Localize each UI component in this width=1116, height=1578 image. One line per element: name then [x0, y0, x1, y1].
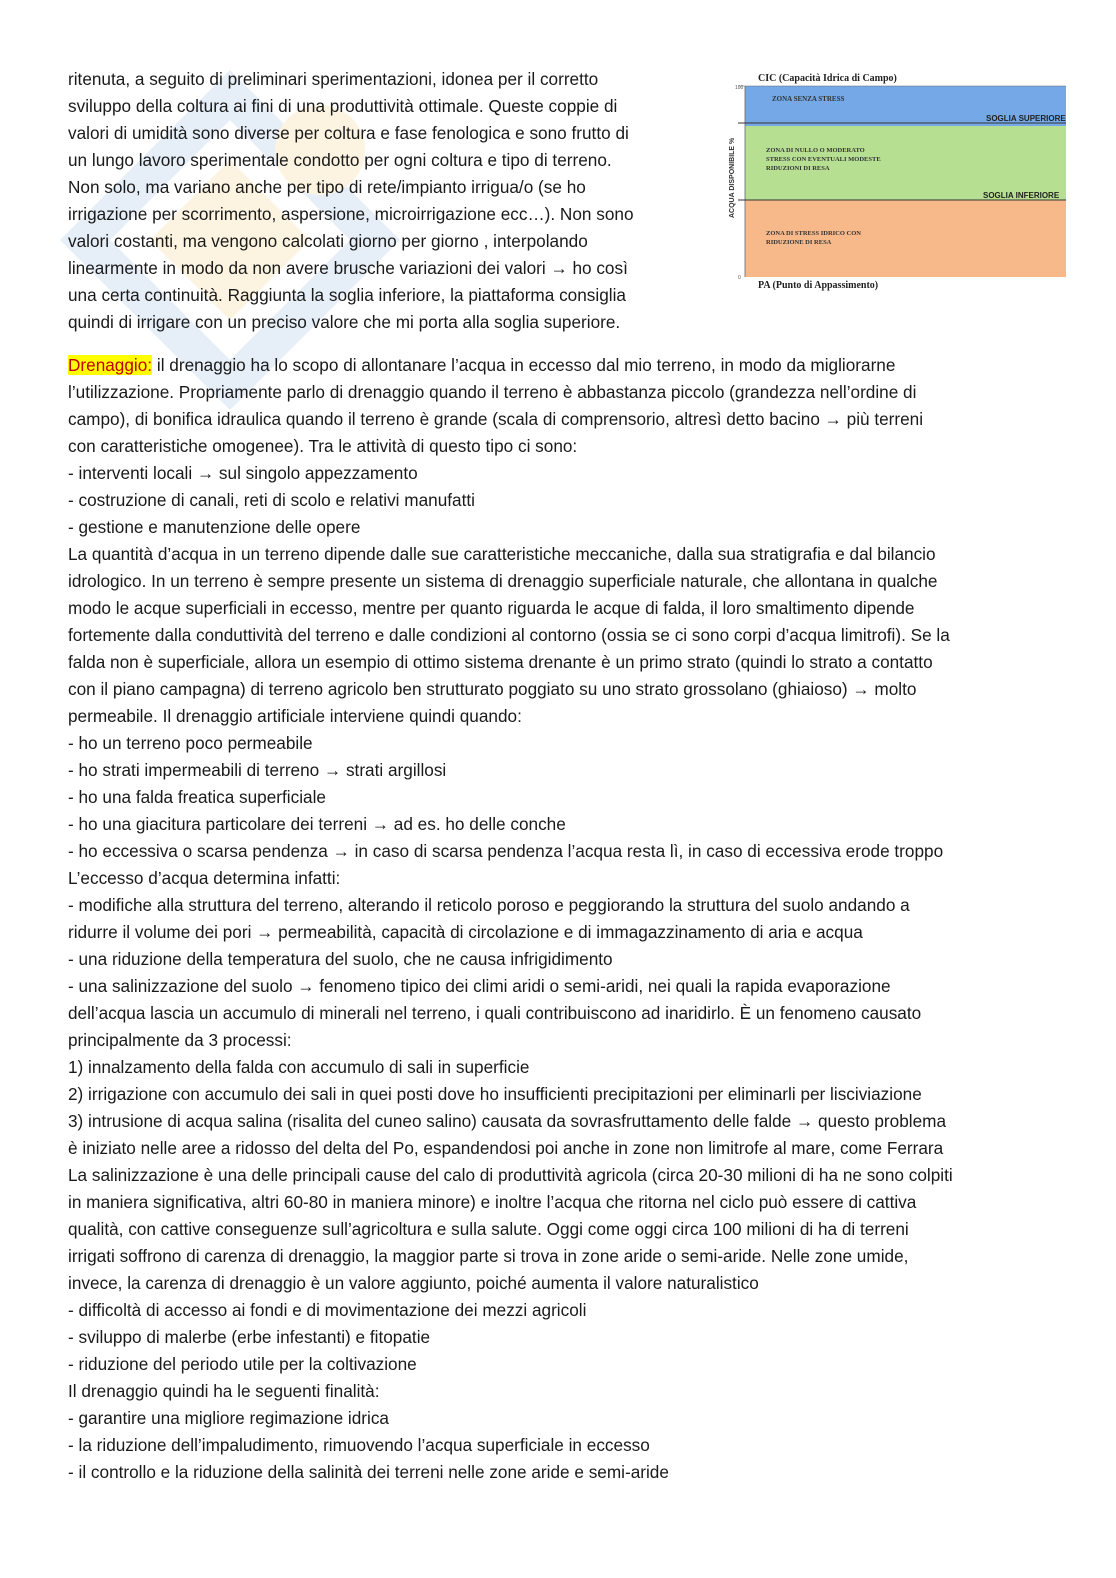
text-line: sviluppo della coltura ai fini di una produttività ottimale. Queste coppie di	[68, 96, 618, 116]
text-line: irrigazione per scorrimento, aspersione, microirrigazione ecc…). Non sono	[68, 204, 634, 224]
text-line: ridurre il volume dei pori → permeabilità, capacità di circolazione e di immagazzinamento di aria e acqua	[68, 922, 863, 942]
text-line: Il drenaggio quindi ha le seguenti finalità:	[68, 1381, 380, 1401]
list-item: - riduzione del periodo utile per la coltivazione	[68, 1354, 417, 1374]
list-item: - ho una giacitura particolare dei terreni → ad es. ho delle conche	[68, 814, 566, 834]
text-line: valori di umidità sono diverse per coltura e fase fenologica e sono frutto di	[68, 123, 629, 143]
pa-label: PA (Punto di Appassimento)	[758, 280, 879, 291]
list-item: - una riduzione della temperatura del suolo, che ne causa infrigidimento	[68, 949, 613, 969]
text-line: falda non è superficiale, allora un esempio di ottimo sistema drenante è un primo strato (quindi lo strato a contatto	[68, 652, 933, 672]
cic-label: CIC (Capacità Idrica di Campo)	[758, 73, 897, 84]
section-heading: Drenaggio:	[68, 355, 153, 375]
text-line: è iniziato nelle aree a ridosso del delta del Po, espandendosi poi anche in zone non limitrofe al mare, come Ferrara	[68, 1138, 944, 1158]
list-item: - gestione e manutenzione delle opere	[68, 517, 361, 537]
text-line: principalmente da 3 processi:	[68, 1030, 292, 1050]
text-line: quindi di irrigare con un preciso valore che mi porta alla soglia superiore.	[68, 312, 621, 332]
text-line: La salinizzazione è una delle principali cause del calo di produttività agricola (circa 20-30 milioni di ha ne sono colpiti	[68, 1165, 953, 1185]
text-line: permeabile. Il drenaggio artificiale interviene quindi quando:	[68, 706, 522, 726]
text-line: ritenuta, a seguito di preliminari sperimentazioni, idonea per il corretto	[68, 69, 599, 89]
list-item: - ho eccessiva o scarsa pendenza → in caso di scarsa pendenza l’acqua resta lì, in caso di eccessiva erode troppo	[68, 841, 944, 861]
text-line: una certa continuità. Raggiunta la soglia inferiore, la piattaforma consiglia	[68, 285, 626, 305]
zone-stress-label-line: RIDUZIONE DI RESA	[766, 239, 832, 246]
text-line: L’eccesso d’acqua determina infatti:	[68, 868, 341, 888]
list-item: - la riduzione dell’impaludimento, rimuovendo l’acqua superficiale in eccesso	[68, 1435, 650, 1455]
text-line: campo), di bonifica idraulica quando il terreno è grande (scala di comprensorio, altresì detto bacino → più terreni	[68, 409, 924, 429]
zone-moderate-label-line: STRESS CON EVENTUALI MODESTE	[766, 156, 881, 163]
list-item: - garantire una migliore regimazione idrica	[68, 1408, 389, 1428]
text-line: valori costanti, ma vengono calcolati giorno per giorno , interpolando	[68, 231, 588, 251]
lower-threshold-label: SOGLIA INFERIORE	[983, 191, 1060, 200]
water-availability-diagram	[718, 68, 1088, 298]
list-item: - il controllo e la riduzione della salinità dei terreni nelle zone aride e semi-aride	[68, 1462, 669, 1482]
list-item: - sviluppo di malerbe (erbe infestanti) e fitopatie	[68, 1327, 431, 1347]
list-item: 2) irrigazione con accumulo dei sali in quei posti dove ho insufficienti precipitazioni per eliminarli per lisciviazione	[68, 1084, 922, 1104]
text-line: linearmente in modo da non avere brusche variazioni dei valori → ho così	[68, 258, 628, 278]
list-item: 3) intrusione di acqua salina (risalita del cuneo salino) causata da sovrasfruttamento delle falde → questo problema	[68, 1111, 947, 1131]
text-line	[68, 352, 1058, 379]
zone-moderate-label-line: RIDUZIONI DI RESA	[766, 165, 830, 172]
text-line: qualità, con cattive conseguenze sull’agricoltura e sulla salute. Oggi come oggi circa 100 milioni di ha di terreni	[68, 1219, 909, 1239]
y-tick-top: 100	[735, 85, 744, 91]
text-line: fortemente dalla conduttività del terreno e dalle condizioni al contorno (ossia se ci sono corpi d’acqua limitrofi). Se la	[68, 625, 950, 645]
text-line: irrigati soffrono di carenza di drenaggio, la maggior parte si trova in zone aride o semi-aride. Nelle zone umide,	[68, 1246, 909, 1266]
text-line: La quantità d’acqua in un terreno dipende dalle sue caratteristiche meccaniche, dalla sua stratigrafia e dal bilancio	[68, 544, 936, 564]
list-item: - ho un terreno poco permeabile	[68, 733, 313, 753]
list-item: 1) innalzamento della falda con accumulo di sali in superficie	[68, 1057, 530, 1077]
drenaggio-section	[68, 352, 1058, 1486]
list-item: - ho strati impermeabili di terreno → strati argillosi	[68, 760, 447, 780]
list-item: - ho una falda freatica superficiale	[68, 787, 326, 807]
list-item: - interventi locali → sul singolo appezzamento	[68, 463, 418, 483]
list-item: - una salinizzazione del suolo → fenomeno tipico dei climi aridi o semi-aridi, nei quali la rapida evaporazione	[68, 976, 891, 996]
text-line: dell’acqua lascia un accumulo di minerali nel terreno, i quali contribuiscono ad inaridirlo. È un fenomeno causato	[68, 1003, 922, 1023]
y-axis-label: ACQUA DISPONIBILE %	[729, 137, 736, 218]
zone-stress-label-line: ZONA DI STRESS IDRICO CON	[766, 230, 861, 237]
upper-threshold-label: SOGLIA SUPERIORE	[986, 114, 1066, 123]
text-line: invece, la carenza di drenaggio è un valore aggiunto, poiché aumenta il valore naturalistico	[68, 1273, 759, 1293]
text-line-continuation: il drenaggio ha lo scopo di allontanare l’acqua in eccesso dal mio terreno, in modo da migliorarne	[152, 355, 896, 375]
zone-no-stress-label: ZONA SENZA STRESS	[772, 95, 845, 103]
y-tick-bottom: 0	[738, 275, 741, 281]
text-line: un lungo lavoro sperimentale condotto per ogni coltura e tipo di terreno.	[68, 150, 612, 170]
text-line: modo le acque superficiali in eccesso, mentre per quanto riguarda le acque di falda, il loro smaltimento dipende	[68, 598, 915, 618]
zone-moderate-label-line: ZONA DI NULLO O MODERATO	[766, 147, 865, 154]
text-line: con il piano campagna) di terreno agricolo ben strutturato poggiato su uno strato grossolano (ghiaioso) → molto	[68, 679, 917, 699]
text-line: l’utilizzazione. Propriamente parlo di drenaggio quando il terreno è abbastanza piccolo (grandezza nell’ordine di	[68, 382, 917, 402]
intro-paragraph	[68, 66, 718, 336]
text-line: con caratteristiche omogenee). Tra le attività di questo tipo ci sono:	[68, 436, 578, 456]
text-line: in maniera significativa, altri 60-80 in maniera minore) e inoltre l’acqua che ritorna nel ciclo può essere di cattiva	[68, 1192, 917, 1212]
list-item: - costruzione di canali, reti di scolo e relativi manufatti	[68, 490, 475, 510]
list-item: - difficoltà di accesso ai fondi e di movimentazione dei mezzi agricoli	[68, 1300, 587, 1320]
text-line: idrologico. In un terreno è sempre presente un sistema di drenaggio superficiale naturale, che allontana in qualche	[68, 571, 938, 591]
zone-moderate-stress	[745, 126, 1066, 200]
list-item: - modifiche alla struttura del terreno, alterando il reticolo poroso e peggiorando la struttura del suolo andando a	[68, 895, 910, 915]
text-line: Non solo, ma variano anche per tipo di rete/impianto irrigua/o (se ho	[68, 177, 586, 197]
